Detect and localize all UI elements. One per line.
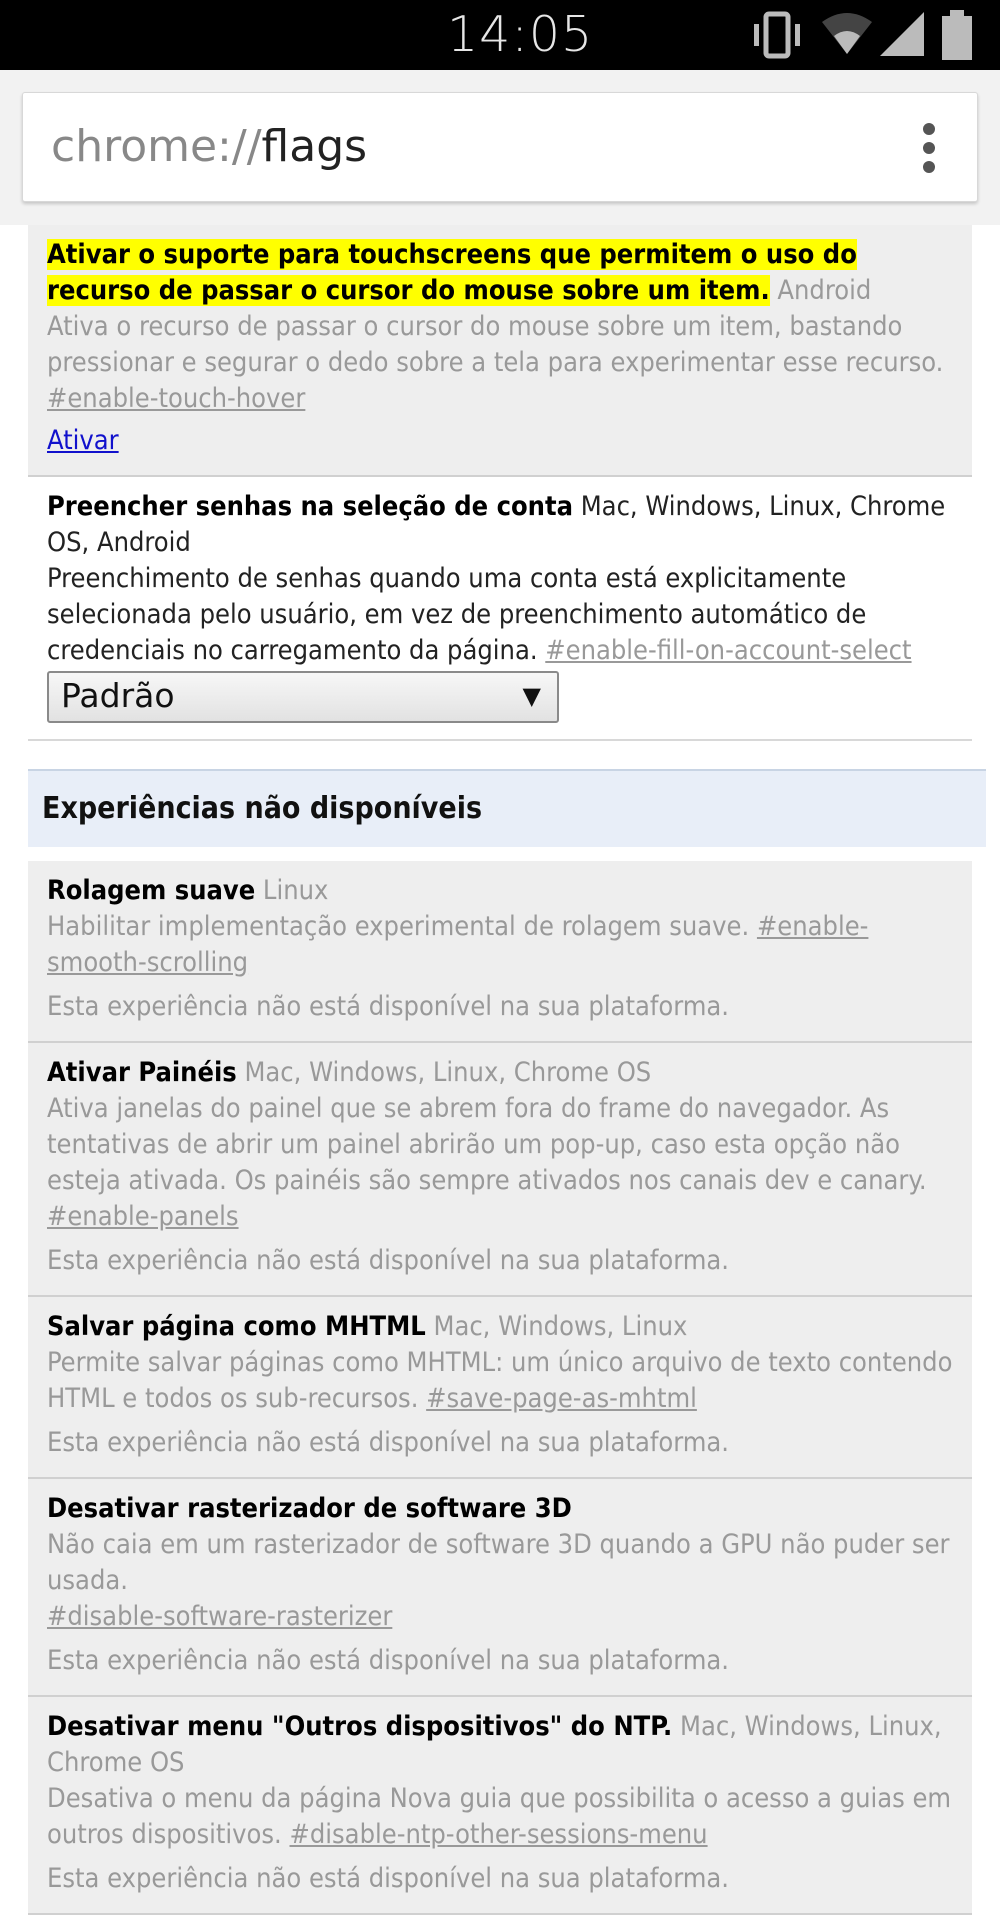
unsupported-note: Esta experiência não está disponível na sua plataforma. xyxy=(47,1863,730,1894)
dropdown-arrow-icon: ▼ xyxy=(522,682,541,710)
experiment-anchor-link[interactable]: #disable-ntp-other-sessions-menu xyxy=(289,1819,708,1850)
experiment-disable-ntp-other-sessions xyxy=(28,1697,972,1915)
experiment-anchor-link[interactable]: #disable-software-rasterizer xyxy=(47,1601,393,1632)
url-host: flags xyxy=(261,121,368,172)
experiment-disable-software-rasterizer xyxy=(28,1479,972,1697)
experiment-fill-on-account-select xyxy=(28,477,972,741)
experiment-name: Desativar rasterizador de software 3D xyxy=(47,1493,572,1524)
experiment-description: Permite salvar páginas como MHTML: um único arquivo de texto contendo HTML e todos os sub-recursos. xyxy=(47,1347,953,1414)
experiment-name: Rolagem suave xyxy=(47,875,256,906)
omnibox[interactable] xyxy=(22,92,978,202)
unavailable-section-header xyxy=(28,769,986,847)
experiment-platforms: Mac, Windows, Linux, Chrome OS xyxy=(47,1711,942,1778)
unsupported-note: Esta experiência não está disponível na sua plataforma. xyxy=(47,1245,730,1276)
experiment-description: Ativa janelas do painel que se abrem fora do frame do navegador. As tentativas de abrir um painel abrirão um pop-up, caso esta opção não esteja ativada. Os painéis são sempre ativados nos canais dev e canary. xyxy=(47,1093,927,1196)
experiment-platforms: Mac, Windows, Linux xyxy=(433,1311,688,1342)
select-value: Padrão xyxy=(61,676,175,715)
experiment-name: Salvar página como MHTML xyxy=(47,1311,426,1342)
experiment-description: Ativa o recurso de passar o cursor do mouse sobre um item, bastando pressionar e segurar o dedo sobre a tela para experimentar esse recurso. xyxy=(47,311,944,378)
experiment-name: Ativar o suporte para touchscreens que permitem o uso do recurso de passar o cursor do mouse sobre um item. xyxy=(47,239,857,306)
vibrate-icon xyxy=(750,8,804,66)
experiment-description: Habilitar implementação experimental de rolagem suave. xyxy=(47,911,750,942)
cell-signal-icon xyxy=(878,8,928,66)
experiment-anchor-link[interactable]: #enable-panels xyxy=(47,1201,239,1232)
overflow-menu-icon[interactable] xyxy=(919,123,939,173)
wifi-icon xyxy=(820,8,874,66)
experiment-description: Não caia em um rasterizador de software 3D quando a GPU não puder ser usada. xyxy=(47,1529,950,1596)
experiment-platforms: Linux xyxy=(262,875,329,906)
status-bar xyxy=(0,0,1000,70)
unsupported-note: Esta experiência não está disponível na sua plataforma. xyxy=(47,1427,730,1458)
experiment-anchor-link[interactable]: #enable-touch-hover xyxy=(47,383,306,414)
url-text[interactable] xyxy=(51,121,367,173)
experiment-description: Preenchimento de senhas quando uma conta está explicitamente selecionada pelo usuário, em vez de preenchimento automático de credenciais no carregamento da página. xyxy=(47,563,867,666)
experiment-anchor-link[interactable]: #enable-smooth-scrolling xyxy=(47,911,869,978)
experiment-platforms: Mac, Windows, Linux, Chrome OS, Android xyxy=(47,491,946,558)
experiment-name: Desativar menu "Outros dispositivos" do NTP. xyxy=(47,1711,673,1742)
experiment-save-page-mhtml xyxy=(28,1297,972,1479)
experiment-platforms: Android xyxy=(777,275,872,306)
experiment-panels xyxy=(28,1043,972,1297)
enable-link[interactable]: Ativar xyxy=(47,425,119,456)
browser-toolbar xyxy=(0,70,1000,225)
experiment-name: Ativar Painéis xyxy=(47,1057,237,1088)
experiment-description: Desativa o menu da página Nova guia que possibilita o acesso a guias em outros dispositivos. xyxy=(47,1783,952,1850)
experiment-name: Preencher senhas na seleção de conta xyxy=(47,491,573,522)
experiment-touch-hover xyxy=(28,225,972,477)
url-scheme: chrome:// xyxy=(51,121,262,172)
status-clock: 14:05 xyxy=(447,6,594,63)
experiment-anchor-link[interactable]: #save-page-as-mhtml xyxy=(426,1383,697,1414)
experiment-platforms: Mac, Windows, Linux, Chrome OS xyxy=(244,1057,652,1088)
battery-icon xyxy=(940,8,974,66)
unsupported-note: Esta experiência não está disponível na sua plataforma. xyxy=(47,991,730,1022)
experiment-smooth-scrolling xyxy=(28,861,972,1043)
flags-page xyxy=(28,225,972,1915)
section-title: Experiências não disponíveis xyxy=(42,791,483,826)
experiment-anchor-link[interactable]: #enable-fill-on-account-select xyxy=(545,635,912,666)
experiment-select[interactable] xyxy=(47,671,559,723)
unsupported-note: Esta experiência não está disponível na sua plataforma. xyxy=(47,1645,730,1676)
